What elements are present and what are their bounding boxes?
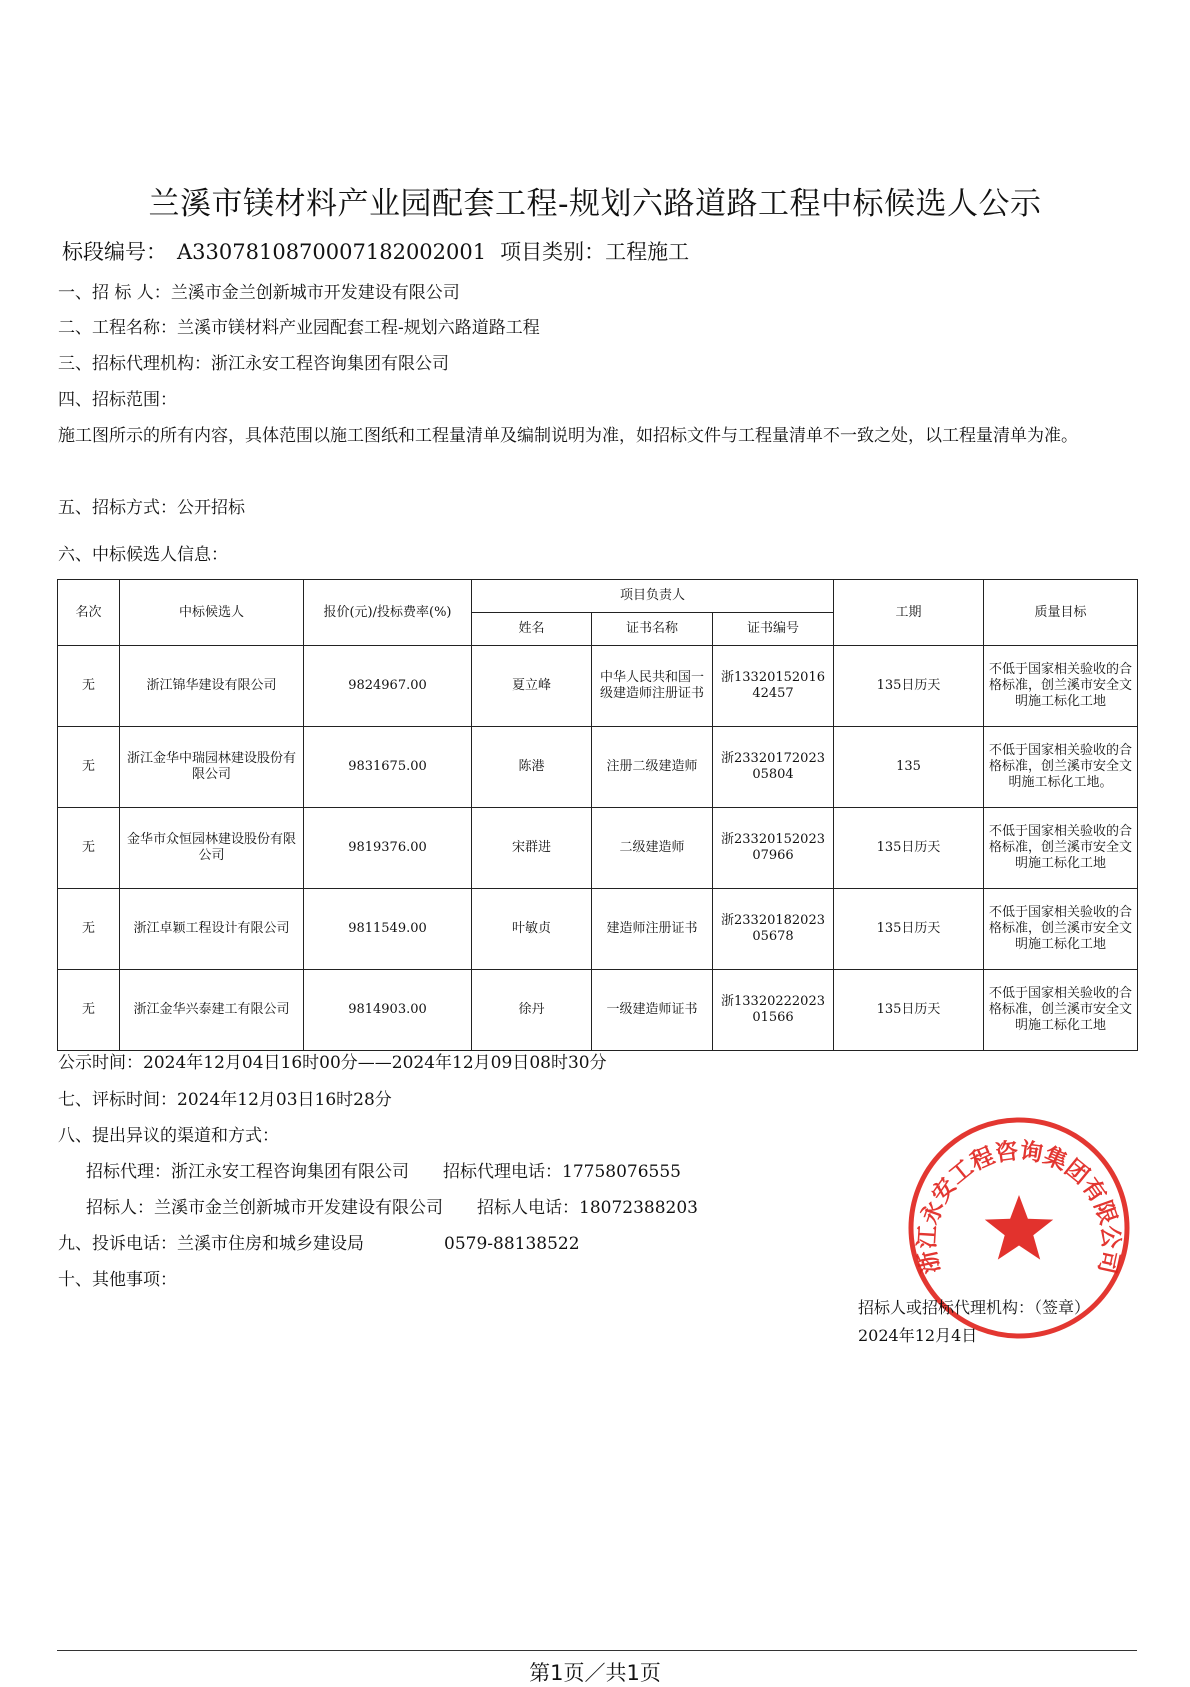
table-row — [58, 727, 1138, 808]
signature-label: 招标人或招标代理机构：（签章） — [858, 1298, 1091, 1317]
header-price: 报价(元)/投标费率(%) — [304, 580, 472, 646]
svg-text:浙江永安工程咨询集团有限公司: 浙江永安工程咨询集团有限公司 — [913, 1137, 1125, 1277]
cell-price: 9819376.00 — [304, 808, 472, 889]
cell-quality: 不低于国家相关验收的合格标准，创兰溪市安全文明施工标化工地 — [984, 889, 1138, 970]
cell-period: 135日历天 — [834, 646, 984, 727]
complaint-value: 兰溪市住房和城乡建设局 — [177, 1234, 364, 1254]
method-label: 五、招标方式： — [58, 498, 177, 518]
cell-cert-name: 建造师注册证书 — [592, 889, 713, 970]
cell-quality: 不低于国家相关验收的合格标准，创兰溪市安全文明施工标化工地。 — [984, 727, 1138, 808]
table-row — [58, 808, 1138, 889]
evaluation-label: 七、评标时间： — [58, 1090, 177, 1110]
cell-cert-no: 浙2332018202305678 — [713, 889, 834, 970]
owner-contact-value: 兰溪市金兰创新城市开发建设有限公司 — [154, 1198, 443, 1218]
candidates-label: 六、中标候选人信息： — [58, 545, 228, 565]
scope-label: 四、招标范围： — [58, 390, 177, 410]
complaint-label: 九、投诉电话： — [58, 1234, 177, 1254]
cell-candidate: 浙江金华中瑞园林建设股份有限公司 — [120, 727, 304, 808]
owner-phone-label: 招标人电话： — [477, 1198, 579, 1218]
footer-divider — [57, 1650, 1137, 1651]
other-label: 十、其他事项： — [58, 1270, 177, 1290]
owner-contact-label: 招标人： — [86, 1198, 154, 1218]
tender-meta — [62, 236, 689, 266]
cell-cert-no: 浙2332015202307966 — [713, 808, 834, 889]
cell-candidate: 金华市众恒园林建设股份有限公司 — [120, 808, 304, 889]
cell-name: 徐丹 — [472, 970, 592, 1051]
section-owner — [58, 278, 460, 303]
publicity-period: 公示时间：2024年12月04日16时00分——2024年12月09日08时30分 — [58, 1053, 607, 1073]
cell-rank: 无 — [58, 889, 120, 970]
cell-candidate: 浙江卓颖工程设计有限公司 — [120, 889, 304, 970]
agent-phone-value: 17758076555 — [562, 1162, 681, 1182]
cell-name: 夏立峰 — [472, 646, 592, 727]
table-row — [58, 889, 1138, 970]
header-rank: 名次 — [58, 580, 120, 646]
header-cert-no: 证书编号 — [713, 613, 834, 646]
page-title: 兰溪市镁材料产业园配套工程-规划六路道路工程中标候选人公示 — [148, 186, 1042, 222]
cell-cert-no: 浙2332017202305804 — [713, 727, 834, 808]
seal-star-icon — [985, 1195, 1053, 1260]
cell-price: 9811549.00 — [304, 889, 472, 970]
candidates-table — [57, 579, 1138, 1051]
cell-rank: 无 — [58, 727, 120, 808]
cell-cert-name: 中华人民共和国一级建造师注册证书 — [592, 646, 713, 727]
agency-label: 三、招标代理机构： — [58, 354, 211, 374]
table-header-row — [58, 580, 1138, 613]
section-no-value: A3307810870007182002001 — [177, 240, 487, 264]
section-complaint — [58, 1229, 580, 1254]
signature-date: 2024年12月4日 — [858, 1326, 978, 1345]
category-label: 项目类别： — [500, 240, 606, 264]
cell-name: 陈港 — [472, 727, 592, 808]
owner-label: 一、招 标 人： — [58, 283, 171, 303]
header-name: 姓名 — [472, 613, 592, 646]
section-project-name — [58, 313, 540, 338]
objection-agent-line — [86, 1157, 681, 1182]
cell-price: 9814903.00 — [304, 970, 472, 1051]
table-row — [58, 646, 1138, 727]
section-other — [58, 1265, 177, 1290]
cell-price: 9831675.00 — [304, 727, 472, 808]
agency-value: 浙江永安工程咨询集团有限公司 — [211, 354, 449, 374]
cell-period: 135日历天 — [834, 970, 984, 1051]
objection-label: 八、提出异议的渠道和方式： — [58, 1126, 279, 1146]
owner-value: 兰溪市金兰创新城市开发建设有限公司 — [170, 283, 460, 303]
project-name-label: 二、工程名称： — [58, 318, 177, 338]
cell-rank: 无 — [58, 970, 120, 1051]
section-agency — [58, 349, 449, 374]
header-quality: 质量目标 — [984, 580, 1138, 646]
scope-text: 施工图所示的所有内容，具体范围以施工图纸和工程量清单及编制说明为准，如招标文件与工程量清单不一致之处，以工程量清单为准。 — [58, 426, 1078, 446]
header-manager: 项目负责人 — [472, 580, 834, 613]
evaluation-value: 2024年12月03日16时28分 — [177, 1090, 392, 1110]
cell-rank: 无 — [58, 646, 120, 727]
section-evaluation-time — [58, 1085, 392, 1110]
cell-cert-name: 一级建造师证书 — [592, 970, 713, 1051]
page-number: 第1页／共1页 — [529, 1661, 661, 1685]
cell-period: 135日历天 — [834, 808, 984, 889]
category-value: 工程施工 — [605, 240, 690, 264]
section-method — [58, 493, 245, 518]
agent-phone-label: 招标代理电话： — [443, 1162, 562, 1182]
header-candidate: 中标候选人 — [120, 580, 304, 646]
section-no-label: 标段编号： — [62, 240, 167, 264]
cell-cert-no: 浙1332015201642457 — [713, 646, 834, 727]
cell-period: 135日历天 — [834, 889, 984, 970]
cell-candidate: 浙江金华兴泰建工有限公司 — [120, 970, 304, 1051]
cell-period: 135 — [834, 727, 984, 808]
section-scope-heading — [58, 385, 177, 410]
section-candidates-heading — [58, 540, 228, 565]
section-objection-heading — [58, 1121, 279, 1146]
table-row — [58, 970, 1138, 1051]
cell-cert-name: 注册二级建造师 — [592, 727, 713, 808]
cell-cert-name: 二级建造师 — [592, 808, 713, 889]
cell-quality: 不低于国家相关验收的合格标准，创兰溪市安全文明施工标化工地 — [984, 808, 1138, 889]
method-value: 公开招标 — [177, 498, 245, 518]
agent-label: 招标代理： — [86, 1162, 171, 1182]
cell-cert-no: 浙1332022202301566 — [713, 970, 834, 1051]
cell-quality: 不低于国家相关验收的合格标准，创兰溪市安全文明施工标化工地 — [984, 970, 1138, 1051]
project-name-value: 兰溪市镁材料产业园配套工程-规划六路道路工程 — [177, 318, 540, 338]
objection-owner-line — [86, 1193, 698, 1218]
header-period: 工期 — [834, 580, 984, 646]
cell-candidate: 浙江锦华建设有限公司 — [120, 646, 304, 727]
cell-price: 9824967.00 — [304, 646, 472, 727]
cell-quality: 不低于国家相关验收的合格标准，创兰溪市安全文明施工标化工地 — [984, 646, 1138, 727]
complaint-phone: 0579-88138522 — [444, 1234, 580, 1254]
cell-rank: 无 — [58, 808, 120, 889]
cell-name: 叶敏贞 — [472, 889, 592, 970]
owner-phone-value: 18072388203 — [579, 1198, 698, 1218]
cell-name: 宋群进 — [472, 808, 592, 889]
agent-value: 浙江永安工程咨询集团有限公司 — [171, 1162, 409, 1182]
header-cert-name: 证书名称 — [592, 613, 713, 646]
